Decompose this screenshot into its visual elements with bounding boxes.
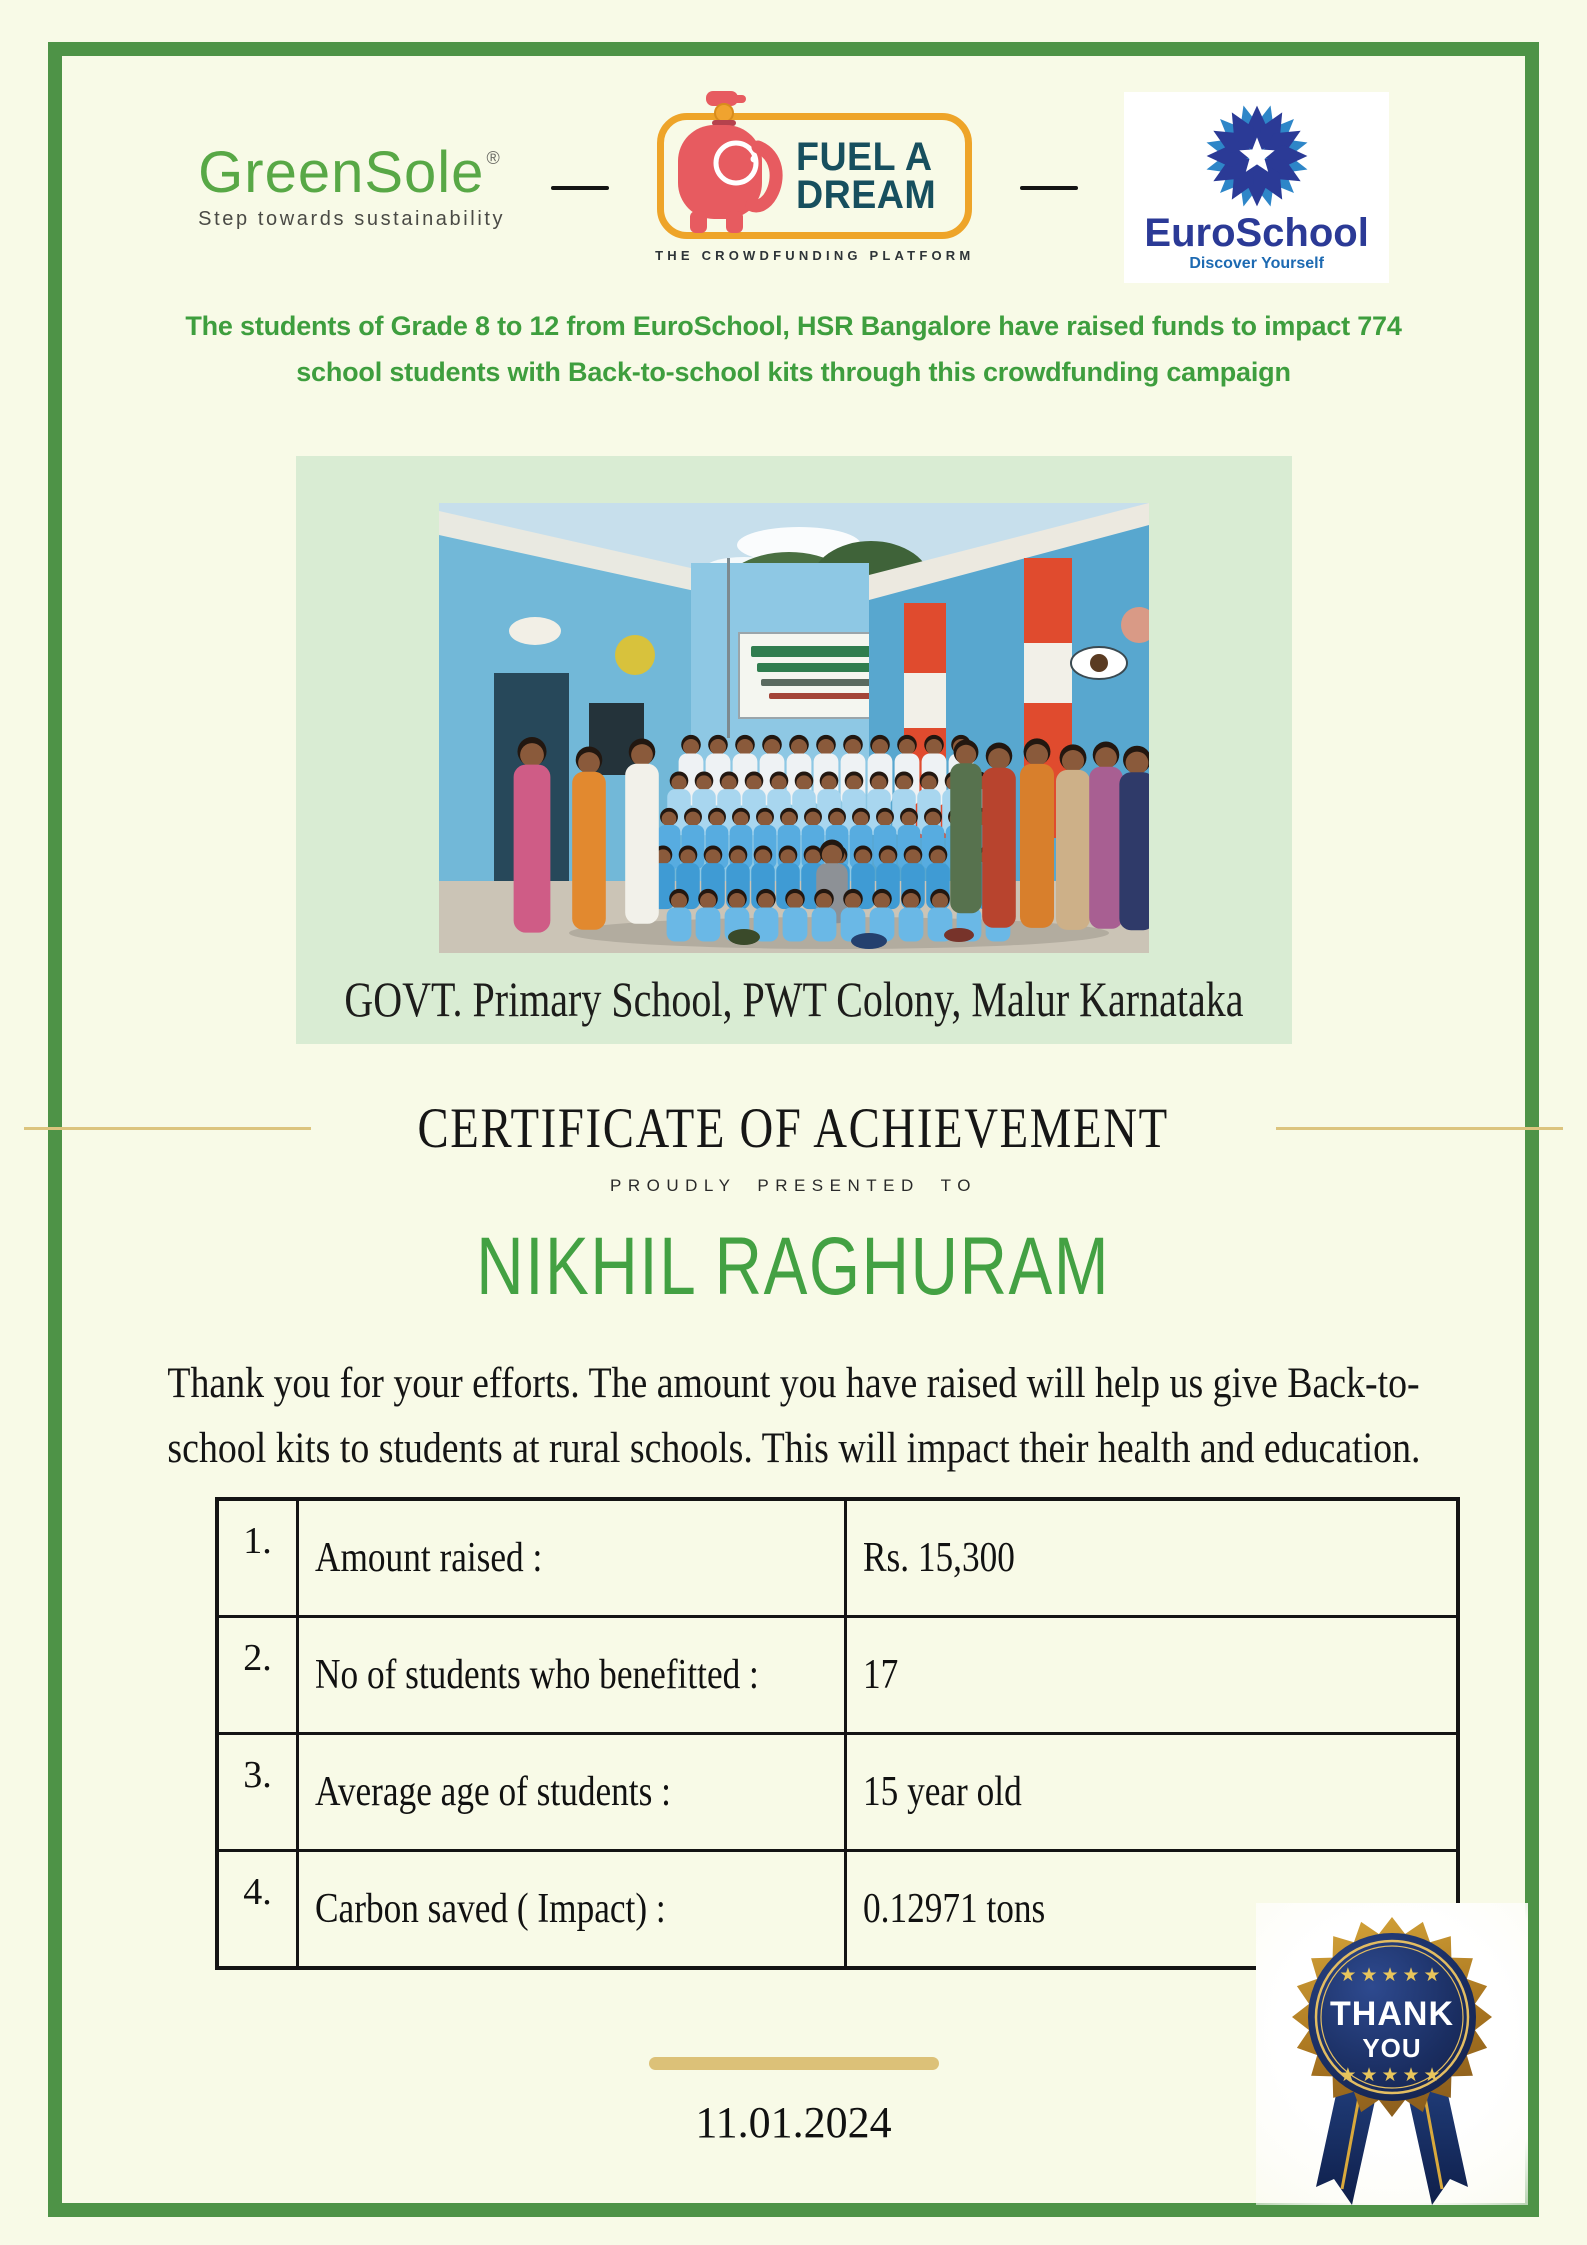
thank-you-badge xyxy=(1256,1903,1528,2205)
impact-table xyxy=(215,1497,1460,1970)
thank-you-message-line1: Thank you for your efforts. The amount you have raised will help us give Back-to- xyxy=(167,1360,1420,1407)
campaign-headline-line2: school students with Back-to-school kits through this crowdfunding campaign xyxy=(296,357,1291,388)
certificate-date: 11.01.2024 xyxy=(695,2098,892,2147)
photo-caption-text: GOVT. Primary School, PWT Colony, Malur Karnataka xyxy=(344,970,1244,1027)
gold-rule-right xyxy=(1276,1127,1563,1130)
registered-mark-icon: ® xyxy=(486,148,501,168)
logo-separator-line xyxy=(551,186,609,190)
row-value: 17 xyxy=(846,1617,1459,1734)
certificate-title: CERTIFICATE OF ACHIEVEMENT xyxy=(417,1097,1170,1160)
greensole-logo xyxy=(198,140,506,231)
school-group-photo xyxy=(439,503,1149,953)
row-label: Average age of students : xyxy=(298,1734,846,1851)
euroschool-wordmark: EuroSchool xyxy=(1144,211,1369,255)
row-label: No of students who benefitted : xyxy=(298,1617,846,1734)
fuel-a-dream-badge xyxy=(657,113,972,239)
badge-stars-top: ★★★★★ xyxy=(1339,1964,1445,1986)
badge-you: YOU xyxy=(1362,2033,1422,2063)
badge-stars-bottom: ★★★★★ xyxy=(1339,2064,1445,2086)
row-value: Rs. 15,300 xyxy=(846,1499,1459,1617)
fuel-a-dream-tagline: THE CROWDFUNDING PLATFORM xyxy=(655,247,975,263)
partner-logo-row xyxy=(70,92,1517,283)
logo-separator-line xyxy=(1020,186,1078,190)
campaign-headline xyxy=(80,303,1507,396)
gold-divider-bar xyxy=(649,2057,939,2070)
recipient-name: NIKHIL RAGHURAM xyxy=(476,1221,1111,1312)
table-row xyxy=(217,1734,1458,1851)
row-number: 3. xyxy=(217,1734,298,1851)
elephant-piggybank-icon xyxy=(670,87,788,239)
row-number: 1. xyxy=(217,1499,298,1617)
euroschool-star-icon xyxy=(1201,100,1313,212)
euroschool-logo xyxy=(1124,92,1388,283)
presented-to-label: PROUDLY PRESENTED TO xyxy=(610,1176,977,1195)
school-photo-card xyxy=(296,456,1292,1044)
thank-you-message xyxy=(0,1352,1587,1481)
row-value: 15 year old xyxy=(846,1734,1459,1851)
row-value: 0.12971 tons xyxy=(846,1851,1459,1969)
row-number: 2. xyxy=(217,1617,298,1734)
greensole-wordmark xyxy=(198,140,501,205)
fuel-a-dream-line2: DREAM xyxy=(796,172,937,217)
gold-rule-left xyxy=(24,1127,311,1130)
fuel-a-dream-logo xyxy=(655,113,974,263)
certificate-title-row xyxy=(0,1097,1587,1160)
table-row xyxy=(217,1499,1458,1617)
greensole-name: GreenSole xyxy=(198,140,485,205)
row-label: Amount raised : xyxy=(298,1499,846,1617)
table-row xyxy=(217,1617,1458,1734)
thank-you-message-line2: school kits to students at rural schools. This will impact their health and education. xyxy=(166,1424,1421,1472)
greensole-tagline: Step towards sustainability xyxy=(198,208,506,230)
campaign-headline-line1: The students of Grade 8 to 12 from EuroSchool, HSR Bangalore have raised funds to impact 774 xyxy=(185,311,1402,341)
euroschool-tagline: Discover Yourself xyxy=(1189,255,1324,272)
fuel-a-dream-wordmark xyxy=(796,134,945,217)
photo-caption xyxy=(296,953,1292,1044)
row-label: Carbon saved ( Impact) : xyxy=(298,1851,846,1969)
fuel-a-dream-line1: FUEL A xyxy=(796,134,933,179)
badge-thank: THANK xyxy=(1330,1995,1454,2033)
row-number: 4. xyxy=(217,1851,298,1969)
